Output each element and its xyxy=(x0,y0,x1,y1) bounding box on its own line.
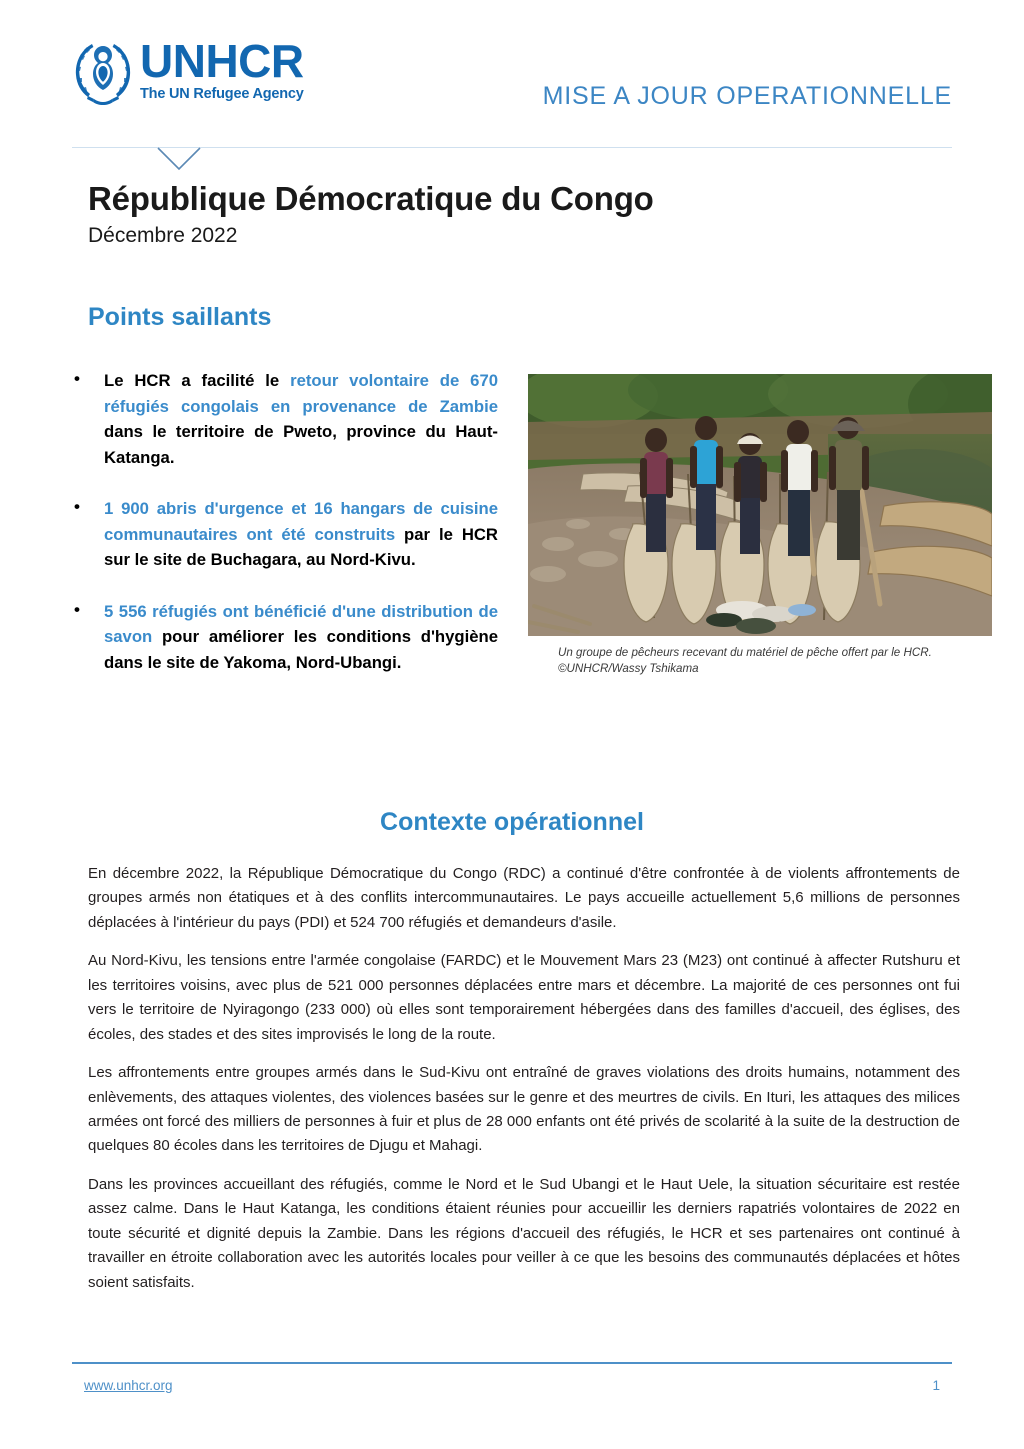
list-item xyxy=(66,599,498,676)
page-title: République Démocratique du Congo xyxy=(88,180,654,217)
logo-wordmark: UNHCR xyxy=(140,35,304,87)
footer-website-link[interactable]: www.unhcr.org xyxy=(84,1378,173,1393)
context-heading: Contexte opérationnel xyxy=(380,808,644,836)
paragraph: Les affrontements entre groupes armés dans le Sud-Kivu ont entraîné de graves violations des droits humains, notamment des enlèvements, des attaques violentes, des violences basées sur le genre et des meurtres de civils. En Ituri, les attaques des milices armées ont forcé des milliers de personnes à fuir et plus de 28 000 enfants ont été privés de scolarité à la suite de la destruction de quelques 80 écoles dans les territoires de Djugu et Mahagi. xyxy=(88,1064,960,1155)
footer-divider xyxy=(72,1362,952,1364)
highlight-plain-text: par le HCR sur le site de Buchagara, au Nord-Kivu. xyxy=(104,524,498,570)
highlight-accent-text: retour volontaire de 670 réfugiés congolais en provenance de Zambie xyxy=(104,371,499,416)
highlight-plain-text: Le HCR a facilité le xyxy=(104,371,291,390)
highlights-heading: Points saillants xyxy=(88,303,272,331)
header-kicker: MISE A JOUR OPERATIONNELLE xyxy=(542,82,952,110)
unhcr-emblem-icon xyxy=(72,38,134,108)
page-subtitle-date: Décembre 2022 xyxy=(88,223,238,247)
footer-page-number: 1 xyxy=(932,1378,940,1393)
highlight-plain-text: pour améliorer les conditions d'hygiène dans le site de Yakoma, Nord-Ubangi. xyxy=(104,627,498,672)
highlight-accent-text: 5 556 réfugiés ont bénéficié d'une distribution de savon xyxy=(104,601,498,647)
logo-tagline: The UN Refugee Agency xyxy=(140,85,304,102)
list-item xyxy=(66,368,498,470)
header-divider xyxy=(72,147,952,148)
highlights-list xyxy=(66,368,498,675)
photo-fishermen xyxy=(528,374,992,636)
unhcr-logo xyxy=(72,35,304,108)
chevron-down-icon xyxy=(156,147,202,173)
page-header xyxy=(0,0,1024,150)
paragraph: Au Nord-Kivu, les tensions entre l'armée congolaise (FARDC) et le Mouvement Mars 23 (M23) ont continué à affecter Rutshuru et les territoires voisins, avec plus de 521 000 personnes déplacées entre mars et décembre. La majorité de ces personnes ont fui vers le territoire de Nyiragongo (233 000) où elles sont temporairement hébergées dans des familles d'accueil, des églises, des écoles, des stades et des sites improvisés le long de la route. xyxy=(88,952,960,1043)
photo-illustration xyxy=(528,374,992,636)
context-body xyxy=(88,862,960,1295)
paragraph: En décembre 2022, la République Démocratique du Congo (RDC) a continué d'être confrontée à de violents affrontements de groupes armés non étatiques et à des conflits intercommunautaires. Le pays accueille actuellement 5,6 millions de personnes déplacées à l'intérieur du pays (PDI) et 524 700 réfugiés et demandeurs d'asile. xyxy=(88,865,960,931)
list-item xyxy=(66,496,498,573)
highlight-plain-text: dans le territoire de Pweto, province du Haut-Katanga. xyxy=(104,422,498,467)
title-block xyxy=(88,180,654,248)
photo-caption: Un groupe de pêcheurs recevant du matériel de pêche offert par le HCR. ©UNHCR/Wassy Tshikama xyxy=(558,646,932,675)
highlight-accent-text: 1 900 abris d'urgence et 16 hangars de cuisine communautaires ont été construits xyxy=(104,499,498,544)
paragraph: Dans les provinces accueillant des réfugiés, comme le Nord et le Sud Ubangi et le Haut Uele, la situation sécuritaire est restée assez calme. Dans le Haut Katanga, les conditions étaient réunies pour accueillir les derniers rapatriés volontaires de 2022 en toute sécurité et dignité depuis la Zambie. Dans les régions d'accueil des réfugiés, le HCR et ses partenaires ont continué à travailler en étroite collaboration avec les autorités locales pour veiller à ce que les besoins des communautés déplacées et hôtes soient satisfaits. xyxy=(88,1175,960,1291)
